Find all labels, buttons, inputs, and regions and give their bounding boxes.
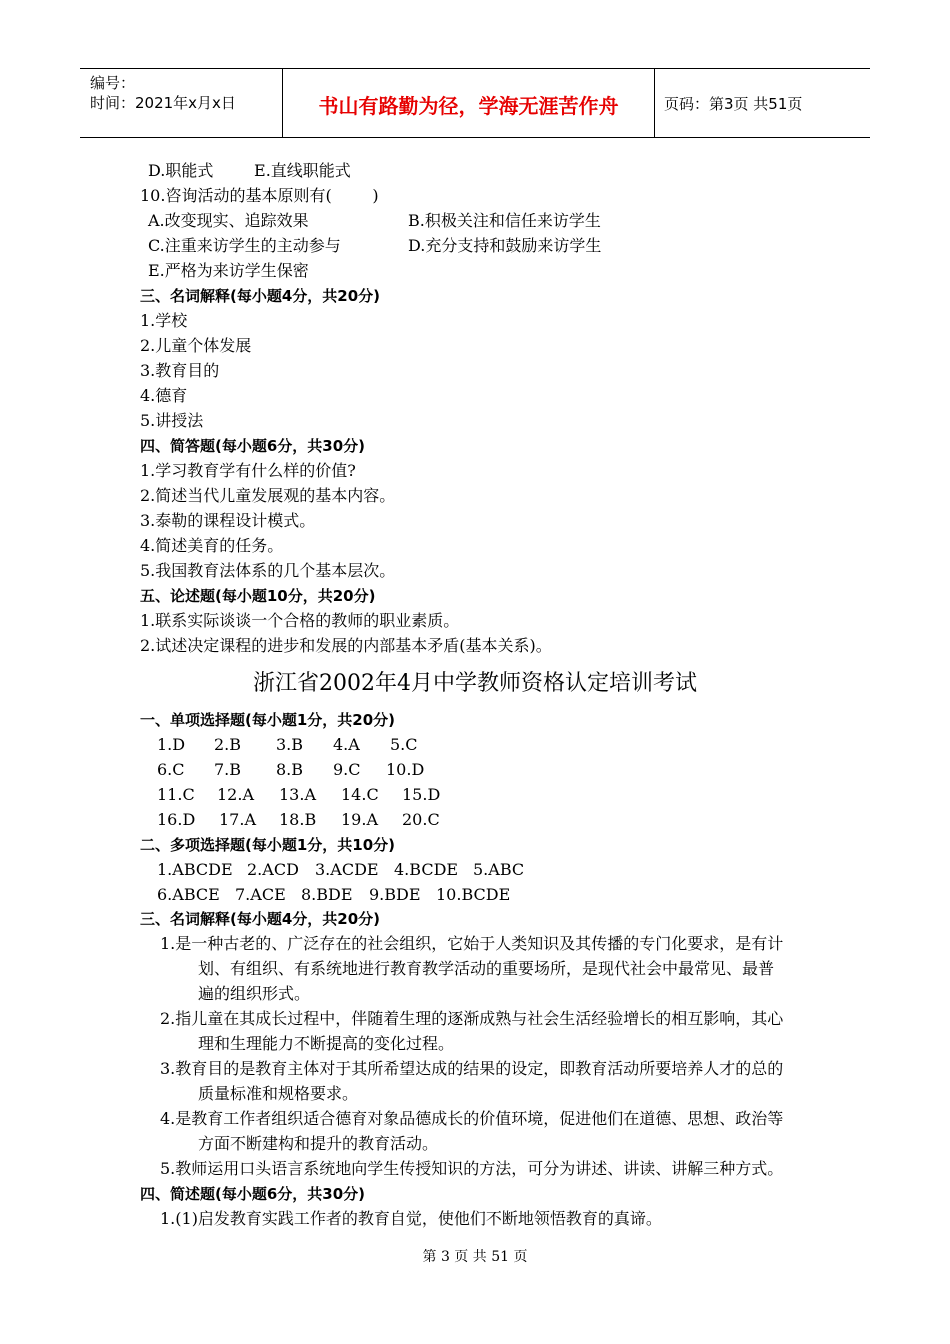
- answer-cell: 15.D: [402, 785, 441, 804]
- header-motto: 书山有路勤为径，学海无涯苦作舟: [282, 69, 655, 137]
- section-5-title: 五、论述题(每小题10分，共20分): [140, 587, 376, 605]
- section-5-item: 2.试述决定课程的进步和发展的内部基本矛盾(基本关系)。: [140, 636, 552, 655]
- answer-cell: 13.A: [279, 785, 316, 804]
- option-a: A.改变现实、追踪效果: [148, 211, 309, 230]
- answer-cell: 5.ABC: [473, 860, 525, 879]
- section-3-title: 三、名词解释(每小题4分，共20分): [140, 287, 381, 305]
- section-4-item: 2.简述当代儿童发展观的基本内容。: [140, 486, 396, 505]
- option-b: B.积极关注和信任来访学生: [408, 211, 601, 230]
- answer-3-line: 1.是一种古老的、广泛存在的社会组织，它始于人类知识及其传播的专门化要求，是有计: [160, 934, 784, 953]
- exam-title: 浙江省2002年4月中学教师资格认定培训考试: [253, 671, 697, 696]
- answer-cell: 2.B: [214, 735, 242, 754]
- answer-cell: 1.ABCDE: [157, 860, 233, 879]
- answer-cell: 7.B: [214, 760, 242, 779]
- answer-cell: 1.D: [157, 735, 186, 754]
- section-3-item: 2.儿童个体发展: [140, 336, 252, 355]
- answer-3-line: 3.教育目的是教育主体对于其所希望达成的结果的设定，即教育活动所要培养人才的总的: [160, 1059, 784, 1078]
- document-number-label: 编号：: [90, 74, 136, 92]
- answer-cell: 8.BDE: [301, 885, 353, 904]
- section-4-item: 3.泰勒的课程设计模式。: [140, 511, 316, 530]
- answer-3-title: 三、名词解释(每小题4分，共20分): [140, 910, 381, 928]
- page-footer: 第 3 页 共 51 页: [422, 1249, 528, 1265]
- answer-3-line: 理和生理能力不断提高的变化过程。: [198, 1034, 455, 1053]
- option-c: C.注重来访学生的主动参与: [148, 236, 341, 255]
- answer-3-line: 4.是教育工作者组织适合德育对象品德成长的价值环境，促进他们在道德、思想、政治等: [160, 1109, 784, 1128]
- section-3-item: 3.教育目的: [140, 361, 220, 380]
- answer-3-line: 2.指儿童在其成长过程中，伴随着生理的逐渐成熟与社会生活经验增长的相互影响，其心: [160, 1009, 784, 1028]
- answer-cell: 11.C: [157, 785, 195, 804]
- answer-cell: 16.D: [157, 810, 196, 829]
- answer-4-line: 1.(1)启发教育实践工作者的教育自觉，使他们不断地领悟教育的真谛。: [160, 1209, 662, 1228]
- section-3-item: 4.德育: [140, 386, 188, 405]
- section-3-item: 1.学校: [140, 311, 188, 330]
- answer-cell: 17.A: [219, 810, 256, 829]
- answer-4-title: 四、简述题(每小题6分，共30分): [140, 1185, 366, 1203]
- answer-cell: 18.B: [279, 810, 317, 829]
- answer-cell: 6.C: [157, 760, 185, 779]
- header-meta: [80, 69, 282, 137]
- answer-cell: 4.A: [333, 735, 360, 754]
- section-4-item: 1.学习教育学有什么样的价值?: [140, 461, 356, 480]
- section-3-item: 5.讲授法: [140, 411, 204, 430]
- answer-1-title: 一、单项选择题(每小题1分，共20分): [140, 711, 396, 729]
- answer-2-title: 二、多项选择题(每小题1分，共10分): [140, 836, 396, 854]
- answer-3-line: 质量标准和规格要求。: [198, 1084, 359, 1103]
- section-4-item: 4.简述美育的任务。: [140, 536, 284, 555]
- answer-cell: 5.C: [390, 735, 418, 754]
- answer-cell: 14.C: [341, 785, 379, 804]
- document-date: 时间：2021年x月x日: [90, 94, 236, 112]
- option-d: D.充分支持和鼓励来访学生: [408, 236, 602, 255]
- answer-3-line: 方面不断建构和提升的教育活动。: [198, 1134, 439, 1153]
- answer-cell: 19.A: [341, 810, 378, 829]
- answer-cell: 12.A: [217, 785, 254, 804]
- question-10: 10.咨询活动的基本原则有( ): [140, 186, 379, 205]
- answer-3-line: 划、有组织、有系统地进行教育教学活动的重要场所，是现代社会中最常见、最普: [198, 959, 775, 978]
- answer-cell: 3.ACDE: [315, 860, 379, 879]
- answer-cell: 8.B: [276, 760, 304, 779]
- answer-cell: 9.C: [333, 760, 361, 779]
- option-line-de: D.职能式 E.直线职能式: [148, 161, 351, 180]
- answer-cell: 6.ABCE: [157, 885, 220, 904]
- answer-3-line: 遍的组织形式。: [198, 984, 311, 1003]
- section-4-item: 5.我国教育法体系的几个基本层次。: [140, 561, 396, 580]
- answer-cell: 4.BCDE: [394, 860, 459, 879]
- answer-cell: 10.D: [386, 760, 425, 779]
- page-header: [80, 68, 870, 138]
- section-4-title: 四、简答题(每小题6分，共30分): [140, 437, 366, 455]
- option-e: E.严格为来访学生保密: [148, 261, 309, 280]
- answer-cell: 7.ACE: [235, 885, 286, 904]
- answer-cell: 10.BCDE: [436, 885, 511, 904]
- answer-cell: 9.BDE: [369, 885, 421, 904]
- header-page-info: 页码：第3页 共51页: [664, 94, 803, 113]
- answer-cell: 3.B: [276, 735, 304, 754]
- answer-cell: 20.C: [402, 810, 440, 829]
- answer-cell: 2.ACD: [247, 860, 299, 879]
- section-5-item: 1.联系实际谈谈一个合格的教师的职业素质。: [140, 611, 460, 630]
- answer-3-line: 5.教师运用口头语言系统地向学生传授知识的方法，可分为讲述、讲读、讲解三种方式。: [160, 1159, 784, 1178]
